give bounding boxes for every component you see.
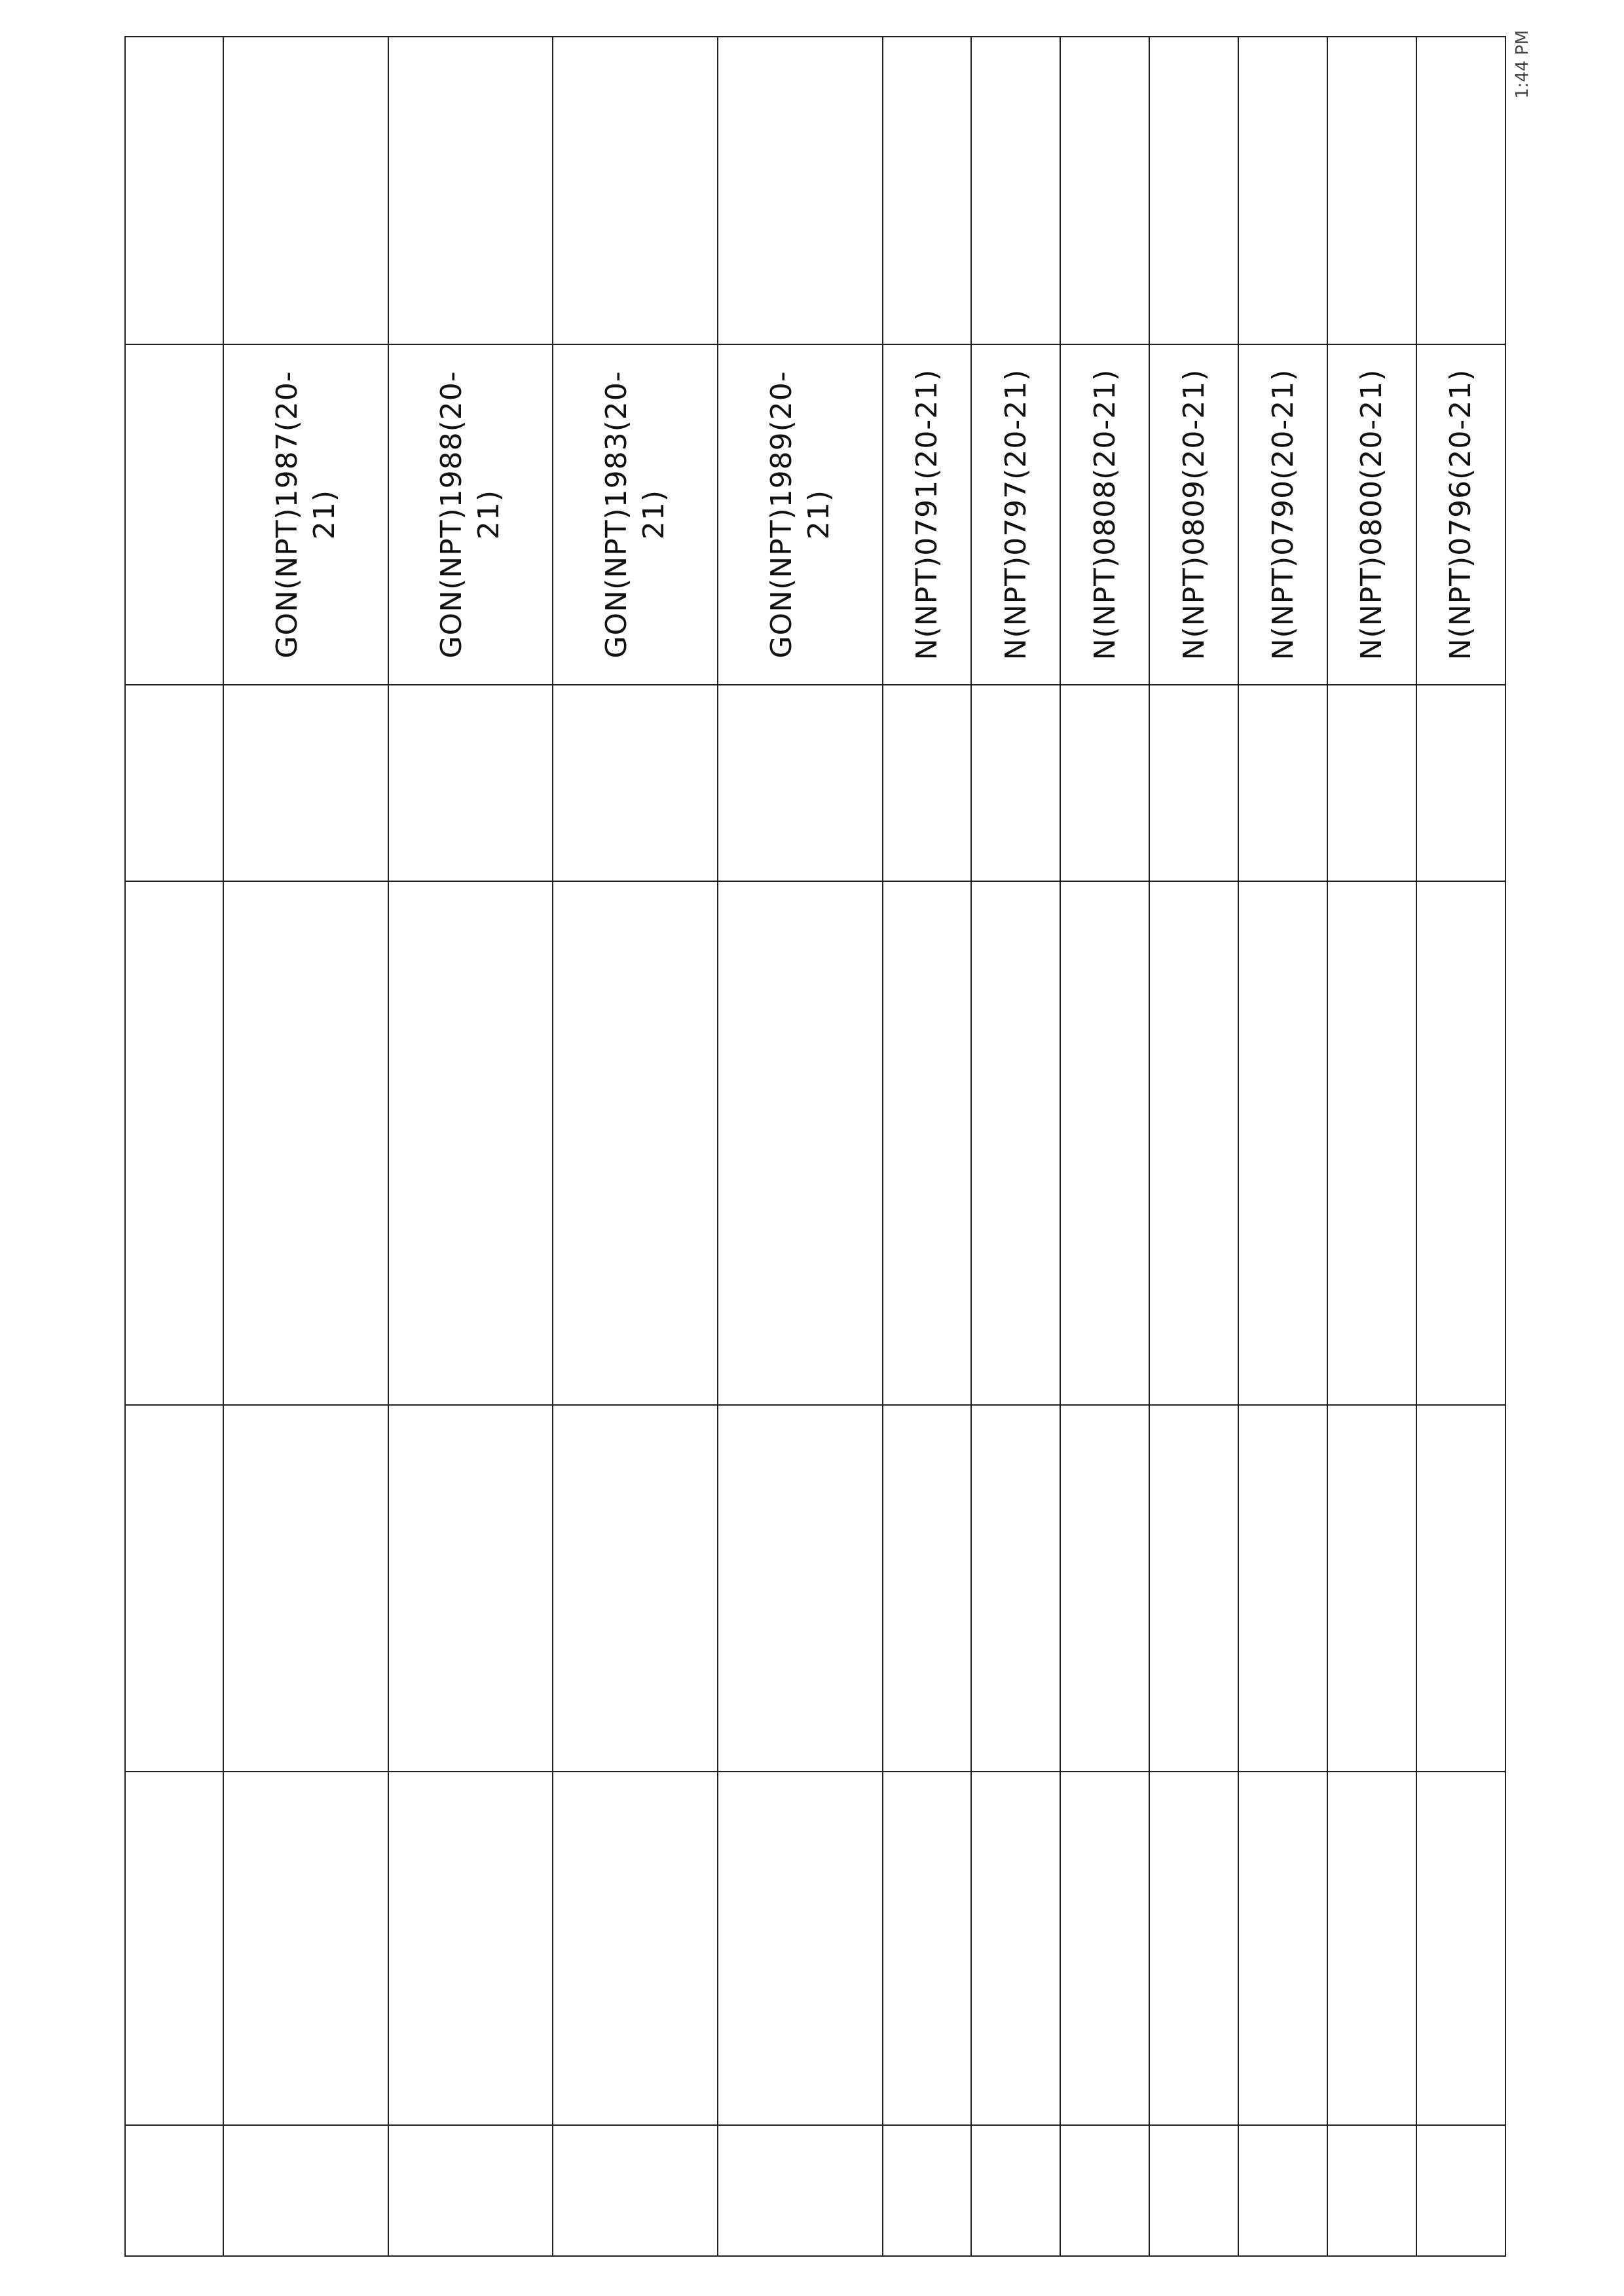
cell-rank bbox=[553, 1405, 718, 1772]
cell-type bbox=[1238, 685, 1327, 881]
cell-remark bbox=[1238, 37, 1327, 344]
header-number bbox=[125, 2125, 223, 2256]
cell-no bbox=[1060, 2125, 1149, 2256]
cell-rank bbox=[971, 1405, 1060, 1772]
cell-remark bbox=[1060, 37, 1149, 344]
cell-code: N(NPT)0809(20-21) bbox=[1149, 344, 1238, 685]
cell-office bbox=[1238, 881, 1327, 1405]
cell-office bbox=[718, 881, 883, 1405]
cell-type bbox=[553, 685, 718, 881]
cell-code: N(NPT)0808(20-21) bbox=[1060, 344, 1149, 685]
cell-name bbox=[1060, 1772, 1149, 2125]
cell-name bbox=[1327, 1772, 1416, 2125]
table-row bbox=[1327, 37, 1416, 2256]
print-timestamp: 1:44 PM bbox=[1513, 30, 1532, 99]
cell-remark bbox=[718, 37, 883, 344]
cell-office bbox=[883, 881, 972, 1405]
cell-type bbox=[1327, 685, 1416, 881]
cell-remark bbox=[883, 37, 972, 344]
cell-office bbox=[1149, 881, 1238, 1405]
cell-no bbox=[1416, 2125, 1505, 2256]
cell-rank bbox=[1238, 1405, 1327, 1772]
cell-code: N(NPT)0791(20-21) bbox=[883, 344, 972, 685]
cell-code: GON(NPT)1983(20-21) bbox=[553, 344, 718, 685]
header-office bbox=[125, 881, 223, 1405]
table-row bbox=[553, 37, 718, 2256]
cell-code: N(NPT)0790(20-21) bbox=[1238, 344, 1327, 685]
table-row bbox=[718, 37, 883, 2256]
table-row bbox=[223, 37, 388, 2256]
cell-no bbox=[1327, 2125, 1416, 2256]
table-row bbox=[388, 37, 553, 2256]
cell-office bbox=[1327, 881, 1416, 1405]
header-remark bbox=[125, 37, 223, 344]
table-row bbox=[1238, 37, 1327, 2256]
cell-rank bbox=[883, 1405, 972, 1772]
cell-name bbox=[553, 1772, 718, 2125]
cell-no bbox=[553, 2125, 718, 2256]
cell-remark bbox=[1149, 37, 1238, 344]
cell-type bbox=[883, 685, 972, 881]
cell-remark bbox=[1416, 37, 1505, 344]
cell-type bbox=[1060, 685, 1149, 881]
cell-office bbox=[223, 881, 388, 1405]
cell-name bbox=[388, 1772, 553, 2125]
cell-rank bbox=[1327, 1405, 1416, 1772]
cell-name bbox=[883, 1772, 972, 2125]
cell-type bbox=[1416, 685, 1505, 881]
table-row bbox=[971, 37, 1060, 2256]
cell-type bbox=[388, 685, 553, 881]
table-body bbox=[223, 37, 1505, 2256]
cell-no bbox=[718, 2125, 883, 2256]
cell-name bbox=[223, 1772, 388, 2125]
header-rank bbox=[125, 1405, 223, 1772]
cell-name bbox=[1149, 1772, 1238, 2125]
header-type bbox=[125, 685, 223, 881]
cell-code: N(NPT)0796(20-21) bbox=[1416, 344, 1505, 685]
document-title bbox=[26, 37, 65, 2257]
cell-office bbox=[553, 881, 718, 1405]
table-row bbox=[1149, 37, 1238, 2256]
cell-code: GON(NPT)1988(20-21) bbox=[388, 344, 553, 685]
cell-name bbox=[971, 1772, 1060, 2125]
cell-name bbox=[718, 1772, 883, 2125]
cell-rank bbox=[1149, 1405, 1238, 1772]
cell-name bbox=[1238, 1772, 1327, 2125]
cell-remark bbox=[223, 37, 388, 344]
cell-no bbox=[971, 2125, 1060, 2256]
cell-no bbox=[388, 2125, 553, 2256]
cell-type bbox=[1149, 685, 1238, 881]
cell-rank bbox=[388, 1405, 553, 1772]
records-table bbox=[124, 36, 1506, 2257]
cell-code: N(NPT)0800(20-21) bbox=[1327, 344, 1416, 685]
cell-office bbox=[388, 881, 553, 1405]
cell-remark bbox=[1327, 37, 1416, 344]
table-row bbox=[1416, 37, 1505, 2256]
cell-type bbox=[971, 685, 1060, 881]
cell-type bbox=[223, 685, 388, 881]
cell-no bbox=[883, 2125, 972, 2256]
cell-remark bbox=[388, 37, 553, 344]
cell-no bbox=[1238, 2125, 1327, 2256]
cell-remark bbox=[553, 37, 718, 344]
cell-remark bbox=[971, 37, 1060, 344]
cell-office bbox=[1416, 881, 1505, 1405]
cell-rank bbox=[1416, 1405, 1505, 1772]
cell-name bbox=[1416, 1772, 1505, 2125]
table-header-row bbox=[125, 37, 223, 2256]
cell-no bbox=[223, 2125, 388, 2256]
cell-type bbox=[718, 685, 883, 881]
cell-office bbox=[971, 881, 1060, 1405]
header-name bbox=[125, 1772, 223, 2125]
header-code bbox=[125, 344, 223, 685]
cell-rank bbox=[223, 1405, 388, 1772]
cell-rank bbox=[1060, 1405, 1149, 1772]
cell-code: GON(NPT)1987(20-21) bbox=[223, 344, 388, 685]
cell-code: GON(NPT)1989(20-21) bbox=[718, 344, 883, 685]
cell-code: N(NPT)0797(20-21) bbox=[971, 344, 1060, 685]
table-row bbox=[1060, 37, 1149, 2256]
cell-office bbox=[1060, 881, 1149, 1405]
cell-rank bbox=[718, 1405, 883, 1772]
table-row bbox=[883, 37, 972, 2256]
cell-no bbox=[1149, 2125, 1238, 2256]
